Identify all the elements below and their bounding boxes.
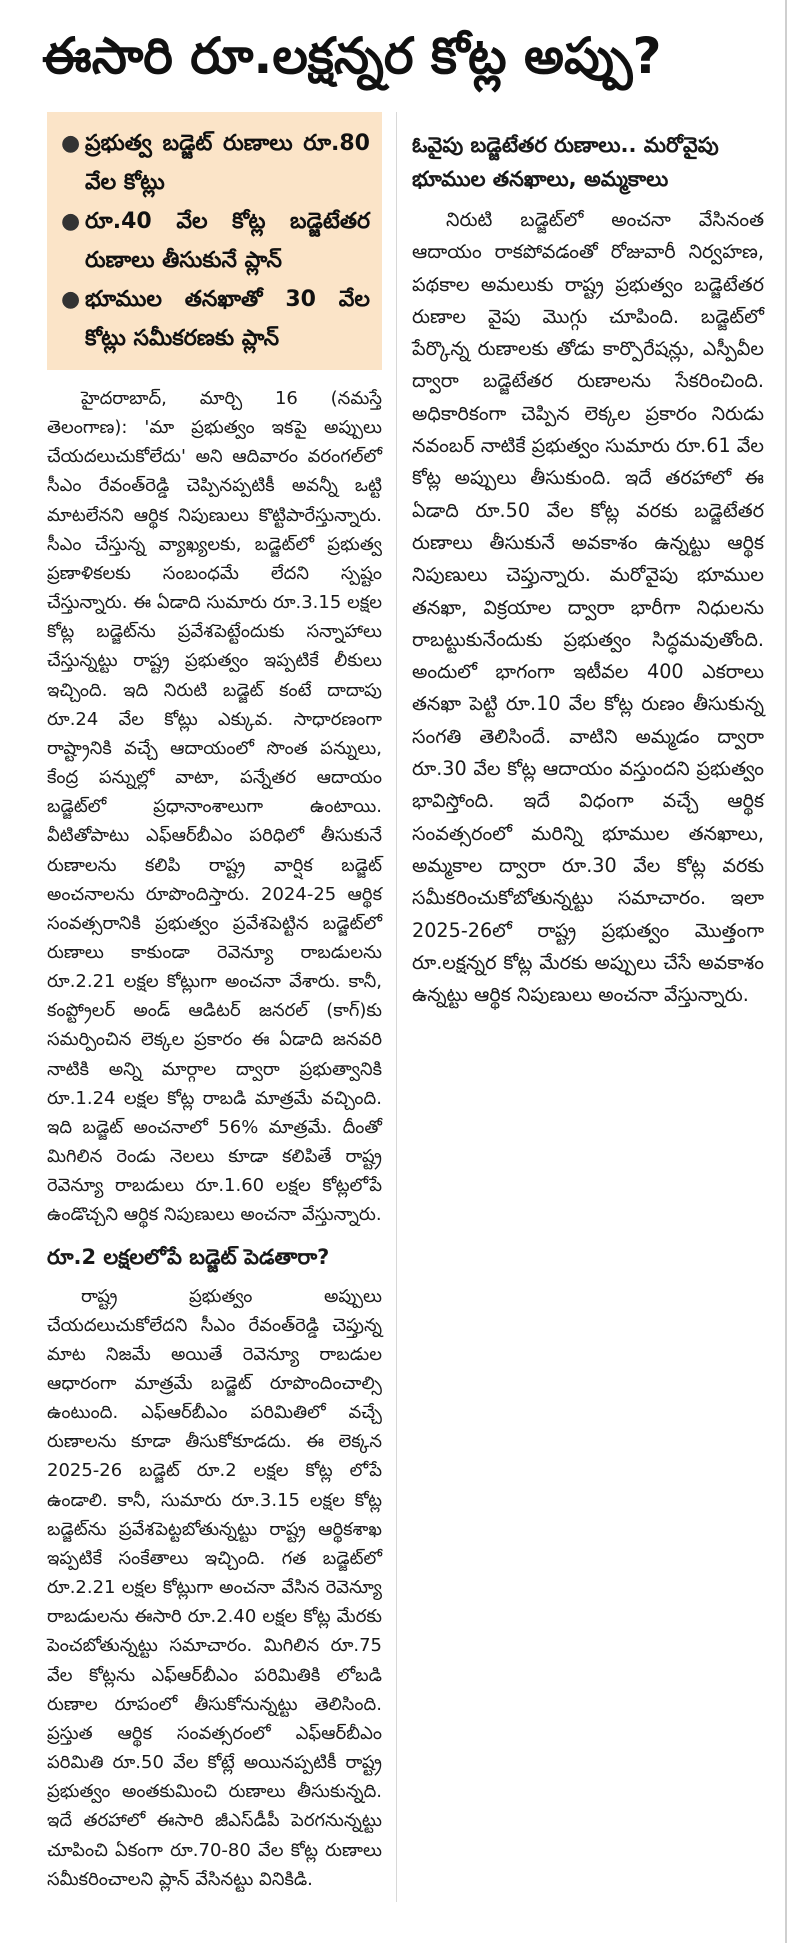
highlight-text: ప్రభుత్వ బడ్జెట్ రుణాలు రూ.80 వేల కోట్లు	[85, 131, 370, 195]
highlight-text: భూముల తనఖాతో 30 వేల కోట్లు సమీకరణకు ప్లాన్	[85, 287, 370, 351]
subheading-2: ఓవైపు బడ్జెటేతర రుణాలు.. మరోవైపు భూముల తనఖాలు, అమ్మకాలు	[412, 133, 719, 191]
right-column	[412, 118, 764, 1011]
column-divider	[396, 112, 397, 1902]
highlights-box	[47, 112, 382, 370]
left-column	[47, 112, 382, 1894]
headline: ఈసారి రూ.లక్షన్నర కోట్ల అప్పు?	[42, 27, 662, 85]
article-paragraph-2: రాష్ట్ర ప్రభుత్వం అప్పులు చేయదలుచుకోలేదని సీఎం రేవంత్‌రెడ్డి చెప్తున్న మాట నిజమే అయితే రెవెన్యూ రాబడుల ఆధారంగా మాత్రమే బడ్జెట్ రూపొందించాల్సి ఉంటుంది. ఎఫ్ఆర్‌బీఎం పరిమితిలో వచ్చే రుణాలను కూడా తీసుకోకూడదు. ఈ లెక్కన 2025-26 బడ్జెట్ రూ.2 లక్షల కోట్ల లోపే ఉండాలి. కానీ, సుమారు రూ.3.15 లక్షల కోట్ల బడ్జెట్‌ను ప్రవేశపెట్టబోతున్నట్టు రాష్ట్ర ఆర్థికశాఖ ఇప్పటికే సంకేతాలు ఇచ్చింది. గత బడ్జెట్‌లో రూ.2.21 లక్షల కోట్లుగా అంచనా వేసిన రెవెన్యూ రాబడులను ఈసారి రూ.2.40 లక్షల కోట్ల మేరకు పెంచబోతున్నట్టు సమాచారం. మిగిలిన రూ.75 వేల కోట్లను ఎఫ్ఆర్‌బీఎం పరిమితికి లోబడి రుణాల రూపంలో తీసుకోనున్నట్టు తెలిసింది. ప్రస్తుత ఆర్థిక సంవత్సరంలో ఎఫ్ఆర్‌బీఎం పరిమితి రూ.50 వేల కోట్లే అయినప్పటికీ రాష్ట్ర ప్రభుత్వం అంతకుమించి రుణాలు తీసుకున్నది. ఇదే తరహాలో ఈసారి జీఎస్‌డీపీ పెరగనున్నట్టు చూపించి ఏకంగా రూ.70-80 వేల కోట్ల రుణాలు సమీకరించాలని ప్లాన్ వేసినట్టు వినికిడి.	[47, 1285, 382, 1890]
article-paragraph-1: హైదరాబాద్, మార్చి 16 (నమస్తే తెలంగాణ): 'మా ప్రభుత్వం ఇకపై అప్పులు చేయదలుచుకోలేదు' అని ఆదివారం వరంగల్‌లో సీఎం రేవంత్‌రెడ్డి చెప్పినప్పటికీ అవన్నీ ఒట్టి మాటలేనని ఆర్థిక నిపుణులు కొట్టిపారేస్తున్నారు. సీఎం చేస్తున్న వ్యాఖ్యలకు, బడ్జెట్‌లో ప్రభుత్వ ప్రణాళికలకు సంబంధమే లేదని స్పష్టం చేస్తున్నారు. ఈ ఏడాది సుమారు రూ.3.15 లక్షల కోట్ల బడ్జెట్‌ను ప్రవేశపెట్టేందుకు సన్నాహాలు చేస్తున్నట్టు రాష్ట్ర ప్రభుత్వం ఇప్పటికే లీకులు ఇచ్చింది. ఇది నిరుటి బడ్జెట్ కంటే దాదాపు రూ.24 వేల కోట్లు ఎక్కువ. సాధారణంగా రాష్ట్రానికి వచ్చే ఆదాయంలో సొంత పన్నులు, కేంద్ర పన్నుల్లో వాటా, పన్నేతర ఆదాయం బడ్జెట్‌లో ప్రధానాంశాలుగా ఉంటాయి. వీటితోపాటు ఎఫ్ఆర్‌బీఎం పరిధిలో తీసుకునే రుణాలను కలిపి రాష్ట్ర వార్షిక బడ్జెట్ అంచనాలను రూపొందిస్తారు. 2024-25 ఆర్థిక సంవత్సరానికి ప్రభుత్వం ప్రవేశపెట్టిన బడ్జెట్‌లో రుణాలు కాకుండా రెవెన్యూ రాబడులను రూ.2.21 లక్షల కోట్లుగా అంచనా వేశారు. కానీ, కంప్ట్రోలర్ అండ్ ఆడిటర్ జనరల్ (కాగ్)కు సమర్పించిన లెక్కల ప్రకారం ఈ ఏడాది జనవరి నాటికి అన్ని మార్గాల ద్వారా ప్రభుత్వానికి రూ.1.24 లక్షల కోట్ల రాబడి మాత్రమే వచ్చింది. ఇది బడ్జెట్ అంచనాలో 56% మాత్రమే. దీంతో మిగిలిన రెండు నెలలు కూడా కలిపితే రాష్ట్ర రెవెన్యూ రాబడులు రూ.1.60 లక్షల కోట్లలోపే ఉండొచ్చని ఆర్థిక నిపుణులు అంచనా వేస్తున్నారు.	[47, 388, 382, 1226]
highlight-item	[61, 124, 370, 202]
highlight-item	[61, 280, 370, 358]
bullet-icon: ●	[61, 287, 81, 312]
page-edge-rule	[785, 0, 787, 1943]
article-paragraph-3: నిరుటి బడ్జెట్‌లో అంచనా వేసినంత ఆదాయం రాకపోవడంతో రోజువారీ నిర్వహణ, పథకాల అమలుకు రాష్ట్ర ప్రభుత్వం బడ్జెటేతర రుణాల వైపు మొగ్గు చూపింది. బడ్జెట్‌లో పేర్కొన్న రుణాలకు తోడు కార్పొరేషన్లు, ఎస్పీవీల ద్వారా బడ్జెటేతర రుణాలను సేకరించింది. అధికారికంగా చెప్పిన లెక్కల ప్రకారం నిరుడు నవంబర్ నాటికే ప్రభుత్వం సుమారు రూ.61 వేల కోట్ల అప్పులు తీసుకుంది. ఇదే తరహాలో ఈ ఏడాది రూ.50 వేల కోట్ల వరకు బడ్జెటేతర రుణాలు తీసుకునే అవకాశం ఉన్నట్టు ఆర్థిక నిపుణులు చెప్తున్నారు. మరోవైపు భూముల తనఖా, విక్రయాల ద్వారా భారీగా నిధులను రాబట్టుకునేందుకు ప్రభుత్వం సిద్ధమవుతోంది. అందులో భాగంగా ఇటీవల 400 ఎకరాలు తనఖా పెట్టి రూ.10 వేల కోట్ల రుణం తీసుకున్న సంగతి తెలిసిందే. వాటిని అమ్మడం ద్వారా రూ.30 వేల కోట్ల ఆదాయం వస్తుందని ప్రభుత్వం భావిస్తోంది. ఇదే విధంగా వచ్చే ఆర్థిక సంవత్సరంలో మరిన్ని భూముల తనఖాలు, అమ్మకాల ద్వారా రూ.30 వేల కోట్ల వరకు సమీకరించుకోబోతున్నట్టు సమాచారం. ఇలా 2025-26లో రాష్ట్ర ప్రభుత్వం మొత్తంగా రూ.లక్షన్నర కోట్ల మేరకు అప్పులు చేసే అవకాశం ఉన్నట్టు ఆర్థిక నిపుణులు అంచనా వేస్తున్నారు.	[412, 208, 765, 1007]
subheading-1: రూ.2 లక్షలలోపే బడ్జెట్ పెడతారా?	[47, 1244, 330, 1269]
highlight-text: రూ.40 వేల కోట్ల బడ్జెటేతర రుణాలు తీసుకునే ప్లాన్	[85, 209, 370, 273]
highlight-item	[61, 202, 370, 280]
bullet-icon: ●	[61, 131, 81, 156]
bullet-icon: ●	[61, 209, 81, 234]
